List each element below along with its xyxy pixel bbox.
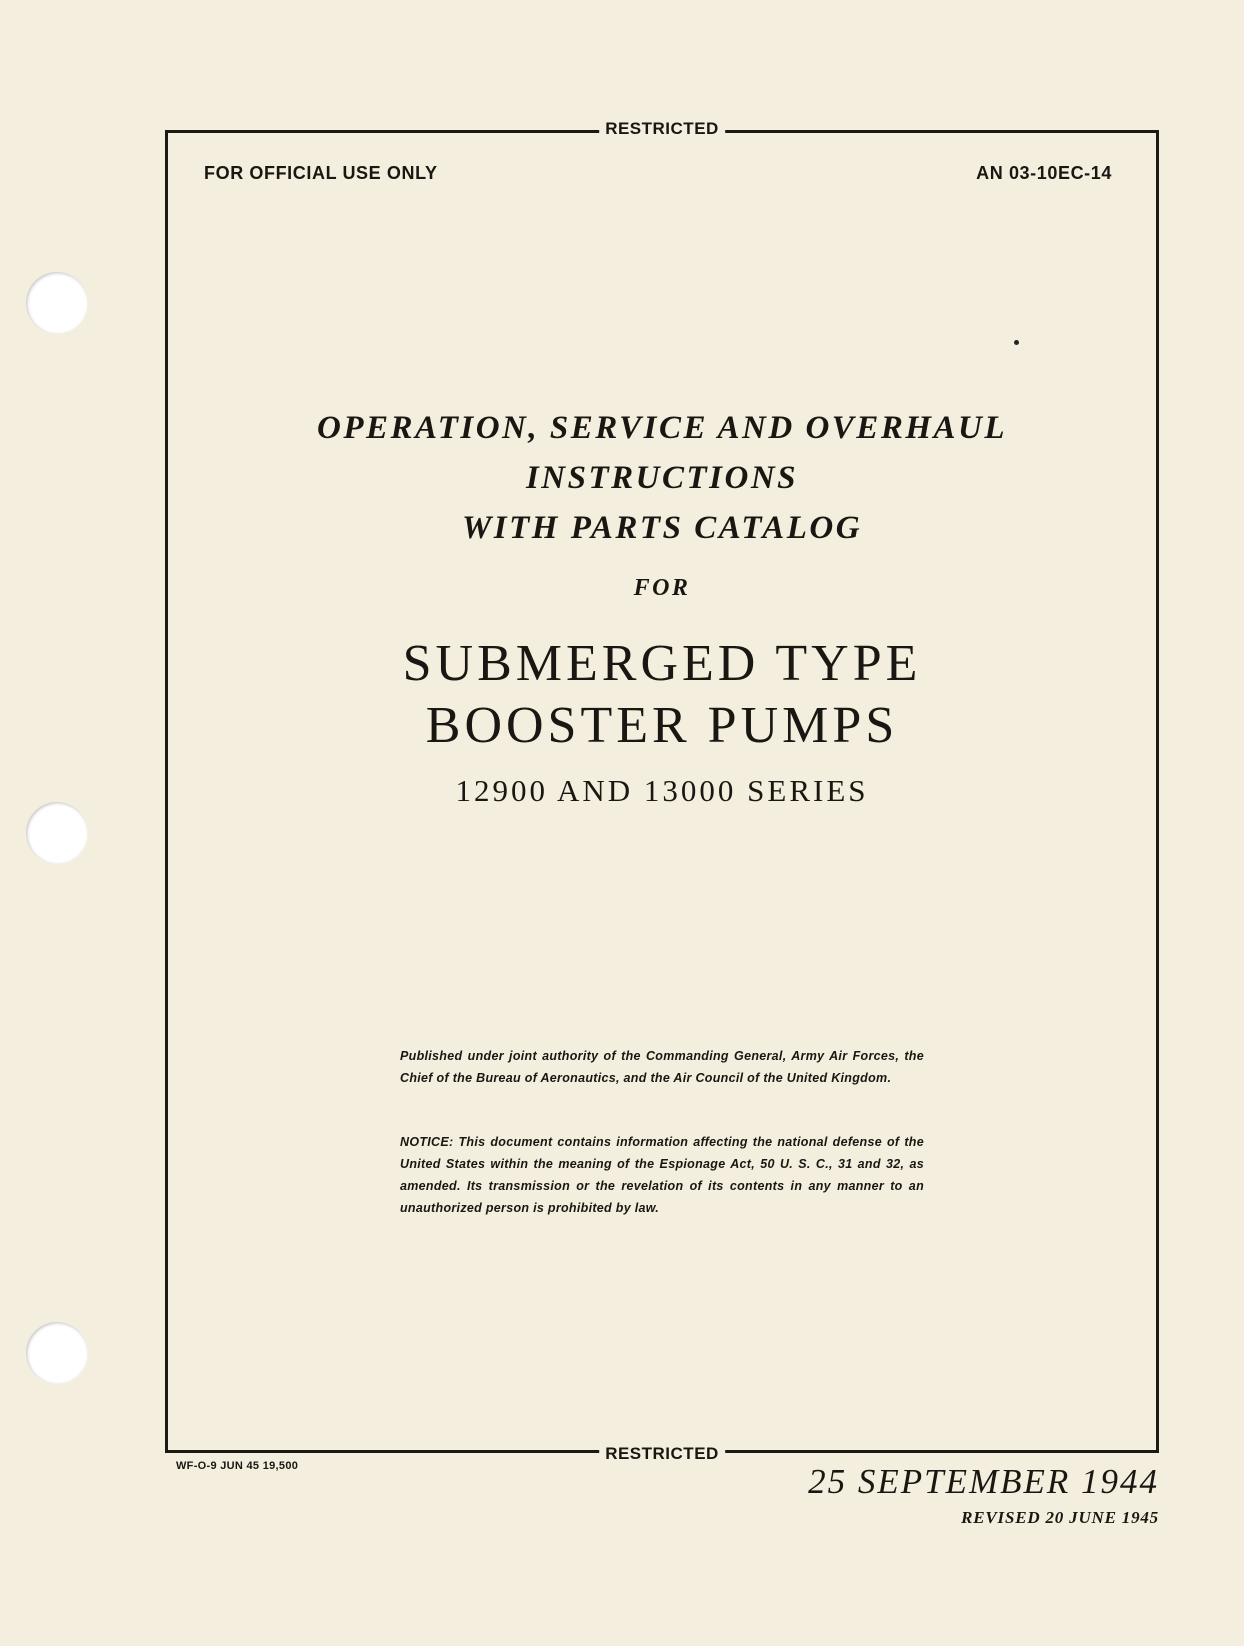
restricted-label-top: RESTRICTED — [599, 119, 725, 139]
revision-date: REVISED 20 JUNE 1945 — [961, 1508, 1159, 1527]
title-line-1: OPERATION, SERVICE AND OVERHAUL — [317, 410, 1007, 446]
main-title-line-2: BOOSTER PUMPS — [425, 697, 899, 754]
punch-hole-top — [26, 272, 88, 334]
page-frame — [165, 119, 1159, 1463]
punch-hole-bottom — [26, 1322, 88, 1384]
publication-date: 25 SEPTEMBER 1944 — [808, 1462, 1159, 1501]
main-title-line-1: SUBMERGED TYPE — [402, 635, 922, 692]
official-use-label: FOR OFFICIAL USE ONLY — [204, 163, 438, 183]
ink-speck — [1014, 340, 1019, 345]
notice-paragraph: NOTICE: This document contains information affecting the national defense of the United States within the meaning of the Espionage Act, 50 U. S. C., 31 and 32, as amended. Its transmission or the revelation of its contents in any manner to an unauthorized person is prohibited by law. — [400, 1135, 924, 1215]
restricted-label-bottom: RESTRICTED — [599, 1444, 725, 1464]
title-for: FOR — [633, 575, 691, 601]
title-line-2: INSTRUCTIONS — [525, 460, 799, 496]
title-block — [168, 403, 1156, 809]
print-code: WF-O-9 JUN 45 19,500 — [176, 1460, 299, 1472]
authority-paragraph: Published under joint authority of the Commanding General, Army Air Forces, the Chief of the Bureau of Aeronautics, and the Air Council of the United Kingdom. — [400, 1049, 924, 1085]
document-number: AN 03-10EC-14 — [976, 163, 1112, 183]
title-line-3: WITH PARTS CATALOG — [461, 510, 863, 546]
punch-hole-middle — [26, 802, 88, 864]
series-subtitle: 12900 AND 13000 SERIES — [455, 773, 869, 808]
